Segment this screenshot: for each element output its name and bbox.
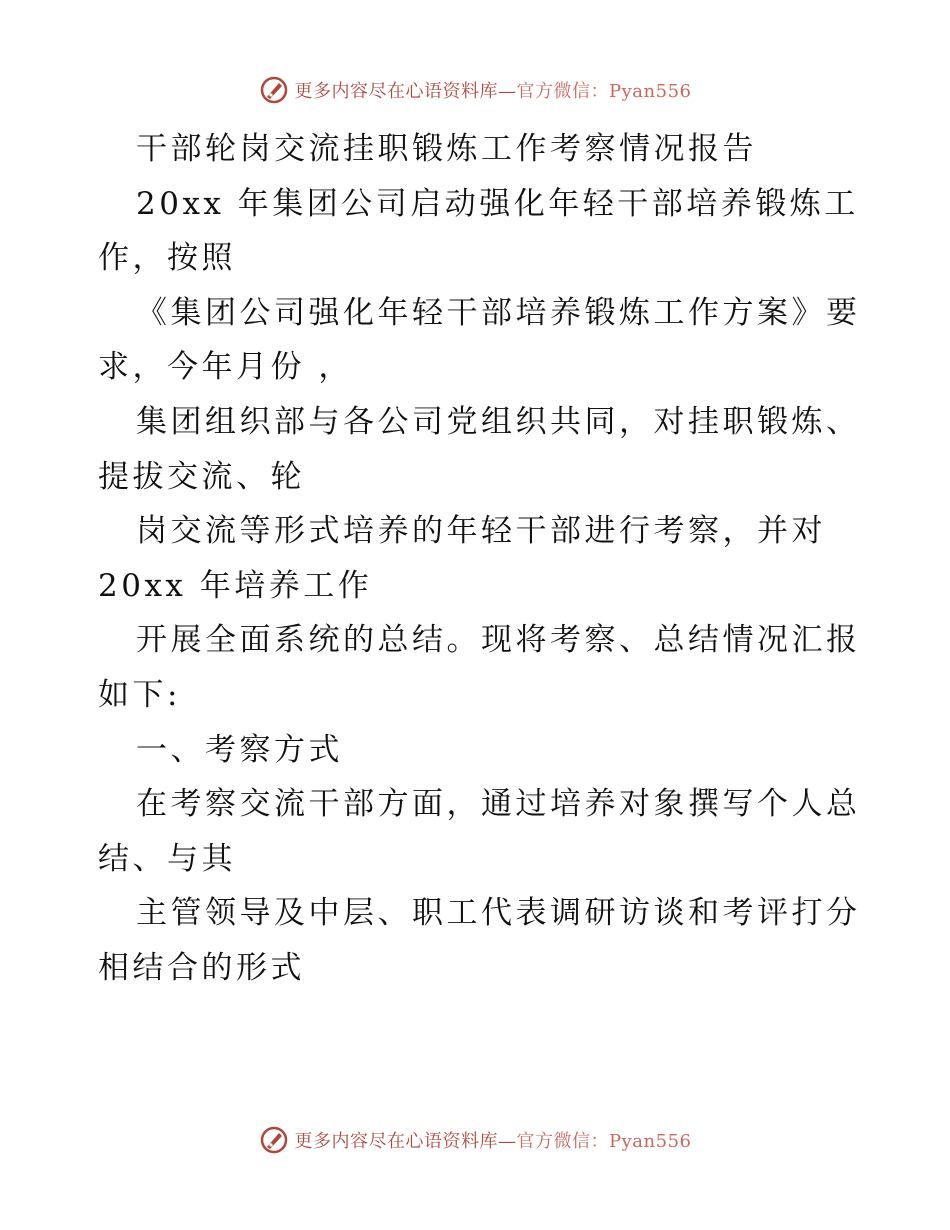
- paragraph-line: 20xx 年集团公司启动强化年轻干部培养锻炼工: [136, 185, 859, 222]
- pen-nib-logo-icon: [259, 1125, 289, 1155]
- paragraph-line: 岗交流等形式培养的年轻干部进行考察，并对: [136, 513, 826, 550]
- paragraph-line: 在考察交流干部方面，通过培养对象撰写个人总: [136, 786, 861, 823]
- paragraph-line: 如下:: [98, 676, 181, 713]
- watermark-wechat-label: 官方微信：: [516, 1131, 610, 1152]
- paragraph-line: 相结合的形式: [98, 949, 305, 986]
- watermark-separator: —: [498, 1131, 517, 1152]
- section-heading: 一、考察方式: [136, 731, 343, 768]
- watermark-wechat-id: Pyan556: [609, 81, 692, 102]
- watermark-site: 更多内容尽在心语资料库: [294, 81, 499, 102]
- watermark-separator: —: [498, 81, 517, 102]
- watermark-text: [295, 1127, 692, 1153]
- watermark-footer: [0, 1120, 950, 1160]
- paragraph-line: 开展全面系统的总结。现将考察、总结情况汇报: [136, 622, 861, 659]
- watermark-header: [0, 70, 950, 110]
- document-body: [98, 122, 868, 996]
- watermark-wechat-id: Pyan556: [609, 1131, 692, 1152]
- paragraph-line: 集团组织部与各公司党组织共同，对挂职锻炼、: [136, 403, 861, 440]
- paragraph-line: 求，今年月份 ，: [98, 349, 353, 386]
- paragraph-line: 20xx 年培养工作: [98, 567, 373, 604]
- paragraph-line: 主管领导及中层、职工代表调研访谈和考评打分: [136, 895, 861, 932]
- watermark-wechat-label: 官方微信：: [516, 81, 610, 102]
- watermark-text: [295, 77, 692, 103]
- paragraph-line: 提拔交流、轮: [98, 458, 305, 495]
- document-title: 干部轮岗交流挂职锻炼工作考察情况报告: [136, 131, 757, 167]
- paragraph-line: 《集团公司强化年轻干部培养锻炼工作方案》要: [136, 294, 861, 331]
- paragraph-line: 结、与其: [98, 840, 236, 877]
- pen-nib-logo-icon: [259, 75, 289, 105]
- watermark-site: 更多内容尽在心语资料库: [294, 1131, 499, 1152]
- paragraph-line: 作，按照: [98, 240, 236, 277]
